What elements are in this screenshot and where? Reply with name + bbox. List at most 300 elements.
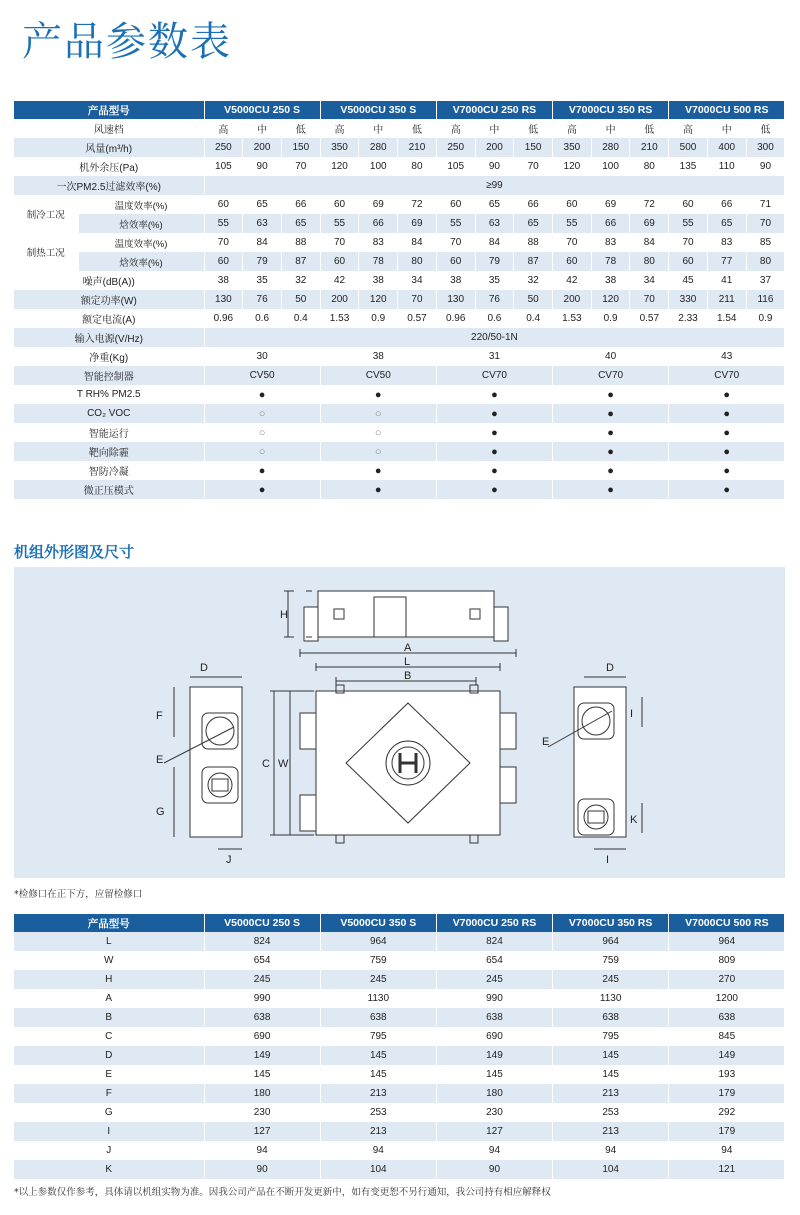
dim-label-d-left: D [200, 662, 208, 674]
row-label: L [14, 932, 204, 951]
table-cell: 38 [359, 271, 398, 290]
table-row [14, 290, 785, 309]
supported-dot: ● [669, 404, 785, 423]
table-cell: 0.4 [514, 309, 553, 328]
supported-dot: ● [669, 385, 785, 404]
table-cell: 90 [746, 157, 785, 176]
supported-dot: ● [669, 461, 785, 480]
table-cell: 245 [204, 970, 320, 989]
table-cell: 0.57 [398, 309, 437, 328]
table-cell: 105 [436, 157, 475, 176]
table-cell: 70 [281, 157, 320, 176]
row-label: 靶向除霾 [14, 442, 204, 461]
table-row [14, 1103, 785, 1122]
table-cell: 94 [320, 1141, 436, 1160]
row-label: H [14, 970, 204, 989]
table-row [14, 366, 785, 385]
feature-row [14, 442, 785, 461]
dimension-diagram [14, 567, 785, 878]
table-row [14, 176, 785, 195]
table-cell: 38 [436, 271, 475, 290]
table-cell: 0.9 [591, 309, 630, 328]
table-cell: 38 [591, 271, 630, 290]
supported-dot: ● [204, 480, 320, 499]
table-row [14, 951, 785, 970]
table-cell: 66 [514, 195, 553, 214]
right-side-view [574, 687, 626, 837]
table-row [14, 347, 785, 366]
row-label: E [14, 1065, 204, 1084]
table-cell: 795 [320, 1027, 436, 1046]
table-cell: 245 [320, 970, 436, 989]
table-row [14, 328, 785, 347]
front-view [300, 685, 516, 843]
table-cell: 210 [398, 138, 437, 157]
supported-dot: ● [320, 461, 436, 480]
table-cell: 32 [281, 271, 320, 290]
row-label: 输入电源(V/Hz) [14, 328, 204, 347]
dim-label-b: B [404, 670, 412, 682]
table-cell: 638 [553, 1008, 669, 1027]
table-cell: 654 [204, 951, 320, 970]
dim-label-i-bottom: I [606, 854, 610, 866]
table-cell: 32 [514, 271, 553, 290]
row-label: J [14, 1141, 204, 1160]
table-cell: 1.53 [320, 309, 359, 328]
supported-dot: ● [436, 480, 552, 499]
row-label: W [14, 951, 204, 970]
supported-dot: ● [669, 442, 785, 461]
table-cell: 高 [553, 119, 592, 138]
table-cell: 70 [398, 290, 437, 309]
table-cell: 84 [243, 233, 282, 252]
table-cell: 42 [553, 271, 592, 290]
table-row [14, 138, 785, 157]
table-cell: 80 [630, 252, 669, 271]
table-row [14, 233, 785, 252]
row-label: 风量(m³/h) [14, 138, 204, 157]
spec-table [14, 101, 785, 499]
table-cell: 66 [281, 195, 320, 214]
table-cell: 245 [553, 970, 669, 989]
row-label: 焓效率(%) [78, 252, 204, 271]
table-cell: 低 [746, 119, 785, 138]
table-cell: 0.57 [630, 309, 669, 328]
table-cell: 1200 [669, 989, 785, 1008]
table-cell: 145 [553, 1065, 669, 1084]
table-cell: 63 [243, 214, 282, 233]
feature-row [14, 480, 785, 499]
row-label: 焓效率(%) [78, 214, 204, 233]
table-cell: 690 [436, 1027, 552, 1046]
table-cell: 330 [669, 290, 708, 309]
table-cell: 230 [204, 1103, 320, 1122]
table-cell: 60 [204, 195, 243, 214]
table-cell: 2.33 [669, 309, 708, 328]
table-cell: 845 [669, 1027, 785, 1046]
supported-dot: ● [669, 423, 785, 442]
table-cell: 824 [436, 932, 552, 951]
table-cell: 30 [204, 347, 320, 366]
table-cell: 990 [436, 989, 552, 1008]
table-cell: 79 [243, 252, 282, 271]
feature-row [14, 461, 785, 480]
section-title-dimensions: 机组外形图及尺寸 [14, 543, 135, 561]
table-cell: 80 [746, 252, 785, 271]
table-cell: 795 [553, 1027, 669, 1046]
table-cell: 55 [436, 214, 475, 233]
table-cell: 400 [707, 138, 746, 157]
table-cell: 70 [320, 233, 359, 252]
supported-dot: ● [553, 423, 669, 442]
table-cell: 116 [746, 290, 785, 309]
table-cell: 220/50-1N [204, 328, 785, 347]
table-cell: 87 [514, 252, 553, 271]
table-cell: 1.53 [553, 309, 592, 328]
header-cell: V5000CU 350 S [320, 914, 436, 932]
row-label: CO₂ VOC [14, 404, 204, 423]
table-row [14, 1065, 785, 1084]
table-cell: 638 [669, 1008, 785, 1027]
row-label: 额定功率(W) [14, 290, 204, 309]
table-cell: 94 [553, 1141, 669, 1160]
table-cell: 245 [436, 970, 552, 989]
table-cell: 65 [243, 195, 282, 214]
dim-label-l: L [404, 656, 411, 668]
table-cell: 50 [514, 290, 553, 309]
table-cell: 84 [630, 233, 669, 252]
feature-row [14, 385, 785, 404]
table-cell: 127 [204, 1122, 320, 1141]
table-cell: 0.96 [204, 309, 243, 328]
table-cell: 70 [436, 233, 475, 252]
table-cell: 210 [630, 138, 669, 157]
table-cell: 350 [553, 138, 592, 157]
table-cell: 145 [436, 1065, 552, 1084]
table-row [14, 1046, 785, 1065]
table-cell: 高 [320, 119, 359, 138]
table-cell: CV70 [553, 366, 669, 385]
dim-label-c: C [262, 758, 270, 770]
table-cell: 60 [553, 252, 592, 271]
table-cell: 69 [359, 195, 398, 214]
supported-dot: ● [553, 480, 669, 499]
table-cell: 94 [436, 1141, 552, 1160]
table-row [14, 1027, 785, 1046]
table-cell: 135 [669, 157, 708, 176]
optional-circle: ○ [204, 404, 320, 423]
table-cell: 213 [320, 1122, 436, 1141]
table-cell: 70 [669, 233, 708, 252]
table-cell: 70 [746, 214, 785, 233]
table-cell: 964 [320, 932, 436, 951]
row-label: 智能控制器 [14, 366, 204, 385]
dim-label-g: G [156, 806, 165, 818]
row-label: 温度效率(%) [78, 195, 204, 214]
dim-label-i-top: I [630, 708, 634, 720]
table-cell: 66 [591, 214, 630, 233]
table-cell: 500 [669, 138, 708, 157]
row-label: 净重(Kg) [14, 347, 204, 366]
table-cell: 43 [669, 347, 785, 366]
table-row [14, 195, 785, 214]
table-cell: 0.6 [243, 309, 282, 328]
table-cell: 193 [669, 1065, 785, 1084]
table-cell: 120 [553, 157, 592, 176]
table-cell: 150 [514, 138, 553, 157]
table-row [14, 214, 785, 233]
table-cell: 104 [553, 1160, 669, 1179]
row-label: 微正压模式 [14, 480, 204, 499]
table-cell: 76 [475, 290, 514, 309]
supported-dot: ● [553, 442, 669, 461]
table-cell: 990 [204, 989, 320, 1008]
table-cell: 0.9 [359, 309, 398, 328]
table-cell: 90 [204, 1160, 320, 1179]
supported-dot: ● [553, 461, 669, 480]
table-cell: 60 [669, 195, 708, 214]
table-cell: 70 [204, 233, 243, 252]
table-cell: 55 [553, 214, 592, 233]
header-cell: V7000CU 500 RS [669, 914, 785, 932]
table-cell: 110 [707, 157, 746, 176]
table-cell: 300 [746, 138, 785, 157]
table-row [14, 271, 785, 290]
table-cell: 65 [281, 214, 320, 233]
table-row [14, 157, 785, 176]
table-cell: 80 [398, 252, 437, 271]
header-cell: V7000CU 350 RS [553, 101, 669, 119]
table-cell: 638 [436, 1008, 552, 1027]
table-cell: 60 [320, 252, 359, 271]
table-cell: 120 [359, 290, 398, 309]
table-cell: 69 [398, 214, 437, 233]
table-cell: 90 [436, 1160, 552, 1179]
table-cell: 253 [553, 1103, 669, 1122]
table-cell: 85 [746, 233, 785, 252]
table-row [14, 309, 785, 328]
table-header-row [14, 101, 785, 119]
table-row [14, 119, 785, 138]
supported-dot: ● [436, 404, 552, 423]
row-group-label: 制热工况 [14, 233, 78, 271]
table-cell: 127 [436, 1122, 552, 1141]
table-cell: 83 [591, 233, 630, 252]
table-cell: 964 [553, 932, 669, 951]
header-cell: V7000CU 500 RS [669, 101, 785, 119]
row-label: 额定电流(A) [14, 309, 204, 328]
table-cell: 90 [475, 157, 514, 176]
table-cell: 759 [320, 951, 436, 970]
table-cell: 低 [514, 119, 553, 138]
table-cell: 55 [320, 214, 359, 233]
table-cell: 145 [553, 1046, 669, 1065]
table-cell: 60 [669, 252, 708, 271]
table-cell: 213 [553, 1084, 669, 1103]
table-row [14, 1160, 785, 1179]
table-cell: 280 [359, 138, 398, 157]
table-cell: 809 [669, 951, 785, 970]
table-cell: 72 [630, 195, 669, 214]
dim-label-k: K [630, 814, 638, 826]
feature-row [14, 404, 785, 423]
row-label: 智防冷凝 [14, 461, 204, 480]
supported-dot: ● [436, 442, 552, 461]
table-cell: 350 [320, 138, 359, 157]
table-cell: 65 [707, 214, 746, 233]
table-cell: 230 [436, 1103, 552, 1122]
table-cell: 654 [436, 951, 552, 970]
table-cell: 34 [630, 271, 669, 290]
footer-note: *以上参数仅作参考，具体请以机组实物为准。因我公司产品在不断开发更新中，如有变更恕不另行通知，我公司持有相应解释权 [14, 1187, 551, 1198]
supported-dot: ● [669, 480, 785, 499]
table-cell: 87 [281, 252, 320, 271]
table-row [14, 252, 785, 271]
header-cell: 产品型号 [14, 101, 204, 119]
row-label: 机外余压(Pa) [14, 157, 204, 176]
row-label: F [14, 1084, 204, 1103]
table-cell: 50 [281, 290, 320, 309]
table-cell: 638 [320, 1008, 436, 1027]
table-cell: 1.54 [707, 309, 746, 328]
table-header-row [14, 914, 785, 932]
table-cell: 35 [243, 271, 282, 290]
table-cell: 120 [320, 157, 359, 176]
table-cell: 中 [591, 119, 630, 138]
table-row [14, 1141, 785, 1160]
table-cell: 41 [707, 271, 746, 290]
table-cell: 94 [669, 1141, 785, 1160]
table-cell: 65 [475, 195, 514, 214]
table-cell: 42 [320, 271, 359, 290]
table-cell: 84 [398, 233, 437, 252]
header-cell: 产品型号 [14, 914, 204, 932]
table-cell: 270 [669, 970, 785, 989]
dim-label-f: F [156, 710, 163, 722]
table-cell: CV70 [436, 366, 552, 385]
row-label: B [14, 1008, 204, 1027]
table-cell: 100 [591, 157, 630, 176]
table-cell: 120 [591, 290, 630, 309]
unit-outline-drawing [14, 567, 785, 878]
row-label: 噪声(dB(A)) [14, 271, 204, 290]
row-group-label: 制冷工况 [14, 195, 78, 233]
table-cell: 1130 [320, 989, 436, 1008]
header-cell: V5000CU 350 S [320, 101, 436, 119]
dim-label-h: H [280, 609, 288, 621]
table-cell: 63 [475, 214, 514, 233]
table-cell: 179 [669, 1084, 785, 1103]
table-cell: 低 [630, 119, 669, 138]
row-label: I [14, 1122, 204, 1141]
row-label: T RH% PM2.5 [14, 385, 204, 404]
table-cell: 213 [553, 1122, 669, 1141]
table-cell: 78 [591, 252, 630, 271]
table-cell: 145 [320, 1046, 436, 1065]
supported-dot: ● [436, 461, 552, 480]
supported-dot: ● [320, 480, 436, 499]
table-cell: 70 [630, 290, 669, 309]
dim-label-d-right: D [606, 662, 614, 674]
table-cell: 149 [204, 1046, 320, 1065]
dim-label-e-left: E [156, 754, 164, 766]
top-view [284, 591, 508, 641]
table-cell: 78 [359, 252, 398, 271]
dim-label-e-right: E [542, 736, 550, 748]
table-cell: 179 [669, 1122, 785, 1141]
table-cell: 66 [359, 214, 398, 233]
table-cell: 70 [553, 233, 592, 252]
table-cell: 292 [669, 1103, 785, 1122]
header-cell: V7000CU 250 RS [436, 101, 552, 119]
table-cell: 88 [514, 233, 553, 252]
optional-circle: ○ [204, 423, 320, 442]
table-row [14, 932, 785, 951]
table-cell: 280 [591, 138, 630, 157]
table-cell: 中 [243, 119, 282, 138]
table-row [14, 1084, 785, 1103]
supported-dot: ● [553, 404, 669, 423]
row-label: 风速档 [14, 119, 204, 138]
table-cell: 84 [475, 233, 514, 252]
table-cell: 55 [669, 214, 708, 233]
table-cell: 69 [630, 214, 669, 233]
table-cell: 150 [281, 138, 320, 157]
table-cell: 250 [436, 138, 475, 157]
table-cell: CV70 [669, 366, 785, 385]
table-cell: 200 [553, 290, 592, 309]
table-cell: 60 [553, 195, 592, 214]
table-cell: 34 [398, 271, 437, 290]
table-cell: 高 [669, 119, 708, 138]
dim-label-j: J [226, 854, 232, 866]
supported-dot: ● [553, 385, 669, 404]
table-cell: 824 [204, 932, 320, 951]
table-cell: 145 [204, 1065, 320, 1084]
dim-label-a: A [404, 642, 412, 654]
table-cell: 100 [359, 157, 398, 176]
table-cell: 130 [204, 290, 243, 309]
table-cell: 低 [281, 119, 320, 138]
table-cell: 759 [553, 951, 669, 970]
table-cell: 38 [204, 271, 243, 290]
table-cell: 149 [436, 1046, 552, 1065]
table-cell: 35 [475, 271, 514, 290]
table-cell: 88 [281, 233, 320, 252]
table-cell: 80 [398, 157, 437, 176]
row-label: 智能运行 [14, 423, 204, 442]
table-cell: 1130 [553, 989, 669, 1008]
table-cell: 65 [514, 214, 553, 233]
table-cell: 71 [746, 195, 785, 214]
table-cell: 中 [475, 119, 514, 138]
dimension-table [14, 914, 785, 1179]
table-cell: 211 [707, 290, 746, 309]
optional-circle: ○ [320, 423, 436, 442]
table-cell: 38 [320, 347, 436, 366]
table-cell: 0.4 [281, 309, 320, 328]
diagram-note: *检修口在正下方，应留检修口 [14, 889, 143, 900]
table-row [14, 1122, 785, 1141]
header-cell: V7000CU 350 RS [553, 914, 669, 932]
table-cell: 213 [320, 1084, 436, 1103]
table-cell: 66 [707, 195, 746, 214]
table-cell: 200 [320, 290, 359, 309]
table-cell: CV50 [204, 366, 320, 385]
table-cell: 79 [475, 252, 514, 271]
table-cell: 200 [475, 138, 514, 157]
table-cell: 72 [398, 195, 437, 214]
